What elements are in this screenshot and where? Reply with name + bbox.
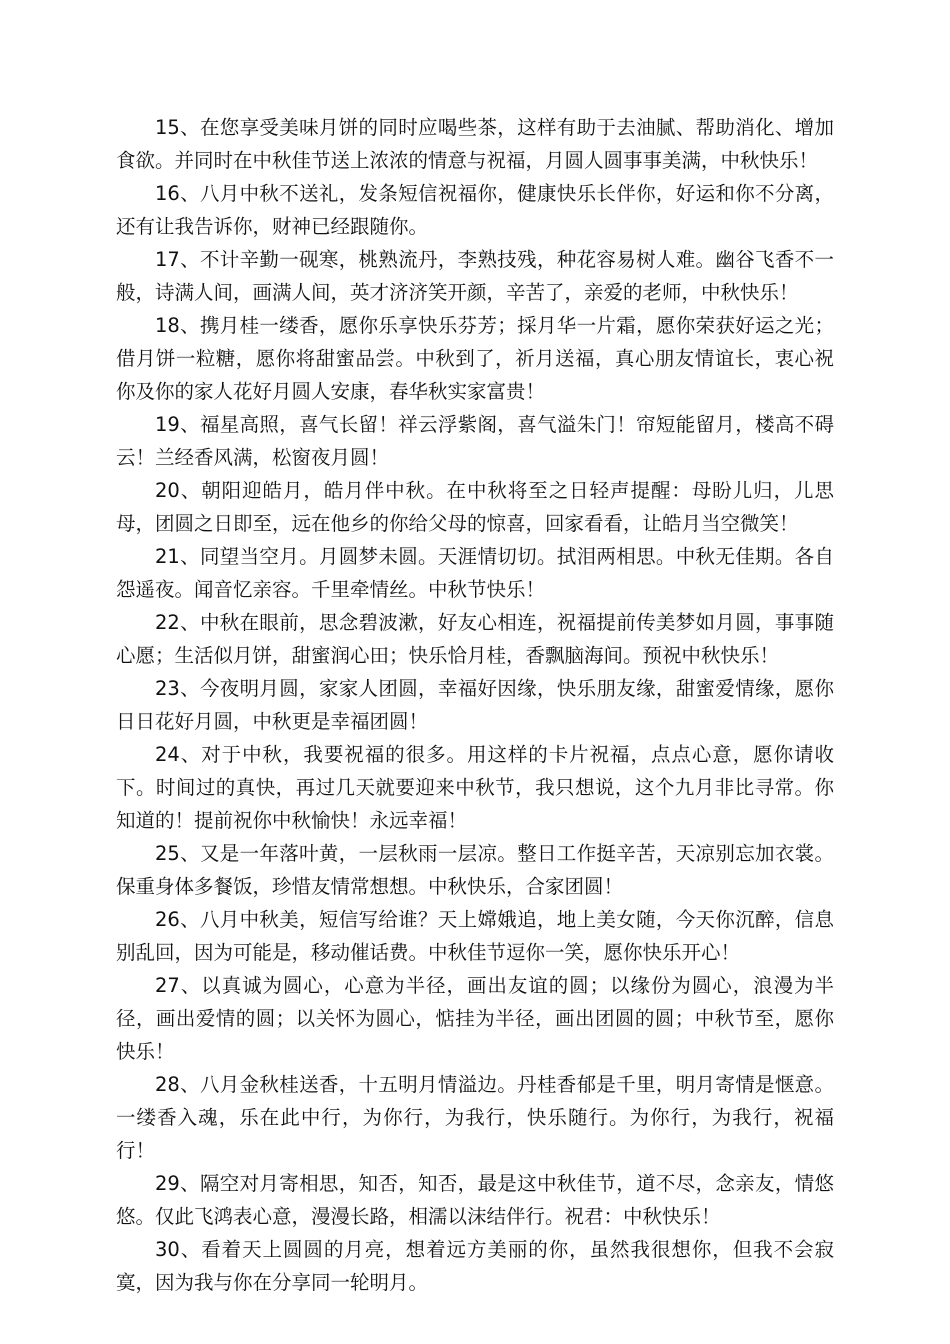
paragraph-26: 26、八月中秋美，短信写给谁？天上嫦娥追，地上美女随，今天你沉醉，信息别乱回，因为可能是，移动催话费。中秋佳节逗你一笑，愿你快乐开心！ (116, 908, 834, 964)
paragraph-21: 21、同望当空月。月圆梦未圆。天涯情切切。拭泪两相思。中秋无佳期。各自怨遥夜。闻音忆亲容。千里牵情丝。中秋节快乐！ (116, 545, 834, 601)
paragraph-30: 30、看着天上圆圆的月亮，想着远方美丽的你，虽然我很想你，但我不会寂寞，因为我与你在分享同一轮明月。 (116, 1238, 834, 1294)
paragraph-15: 15、在您享受美味月饼的同时应喝些茶，这样有助于去油腻、帮助消化、增加食欲。并同时在中秋佳节送上浓浓的情意与祝福，月圆人圆事事美满，中秋快乐！ (116, 116, 834, 172)
paragraph-23: 23、今夜明月圆，家家人团圆，幸福好因缘，快乐朋友缘，甜蜜爱情缘，愿你日日花好月圆，中秋更是幸福团圆！ (116, 677, 834, 733)
paragraph-17: 17、不计辛勤一砚寒，桃熟流丹，李熟技残，种花容易树人难。幽谷飞香不一般，诗满人间，画满人间，英才济济笑开颜，辛苦了，亲爱的老师，中秋快乐！ (116, 248, 834, 304)
paragraph-20: 20、朝阳迎皓月，皓月伴中秋。在中秋将至之日轻声提醒：母盼儿归，儿思母，团圆之日即至，远在他乡的你给父母的惊喜，回家看看，让皓月当空微笑！ (116, 479, 834, 535)
paragraph-19: 19、福星高照，喜气长留！祥云浮紫阁，喜气溢朱门！帘短能留月，楼高不碍云！兰经香风满，松窗夜月圆！ (116, 413, 834, 469)
paragraph-29: 29、隔空对月寄相思，知否，知否，最是这中秋佳节，道不尽，念亲友，情悠悠。仅此飞鸿表心意，漫漫长路，相濡以沫结伴行。祝君：中秋快乐！ (116, 1172, 834, 1228)
paragraph-25: 25、又是一年落叶黄，一层秋雨一层凉。整日工作挺辛苦，天凉别忘加衣裳。保重身体多餐饭，珍惜友情常想想。中秋快乐，合家团圆！ (116, 842, 834, 898)
paragraph-24: 24、对于中秋，我要祝福的很多。用这样的卡片祝福，点点心意，愿你请收下。时间过的真快，再过几天就要迎来中秋节，我只想说，这个九月非比寻常。你知道的！提前祝你中秋愉快！永远幸福！ (116, 743, 834, 832)
document-body (116, 111, 834, 1299)
paragraph-28: 28、八月金秋桂送香，十五明月情溢边。丹桂香郁是千里，明月寄情是惬意。一缕香入魂，乐在此中行，为你行，为我行，快乐随行。为你行，为我行，祝福行！ (116, 1073, 834, 1162)
paragraph-22: 22、中秋在眼前，思念碧波漱，好友心相连，祝福提前传美梦如月圆，事事随心愿；生活似月饼，甜蜜润心田；快乐恰月桂，香飘脑海间。预祝中秋快乐！ (116, 611, 834, 667)
paragraph-16: 16、八月中秋不送礼，发条短信祝福你，健康快乐长伴你，好运和你不分离，还有让我告诉你，财神已经跟随你。 (116, 182, 834, 238)
paragraph-27: 27、以真诚为圆心，心意为半径，画出友谊的圆；以缘份为圆心，浪漫为半径，画出爱情的圆；以关怀为圆心，惦挂为半径，画出团圆的圆；中秋节至，愿你快乐！ (116, 974, 834, 1063)
paragraph-18: 18、携月桂一缕香，愿你乐享快乐芬芳；採月华一片霜，愿你荣获好运之光；借月饼一粒糖，愿你将甜蜜品尝。中秋到了，祈月送福，真心朋友情谊长，衷心祝你及你的家人花好月圆人安康，春华秋实家富贵！ (116, 314, 834, 403)
